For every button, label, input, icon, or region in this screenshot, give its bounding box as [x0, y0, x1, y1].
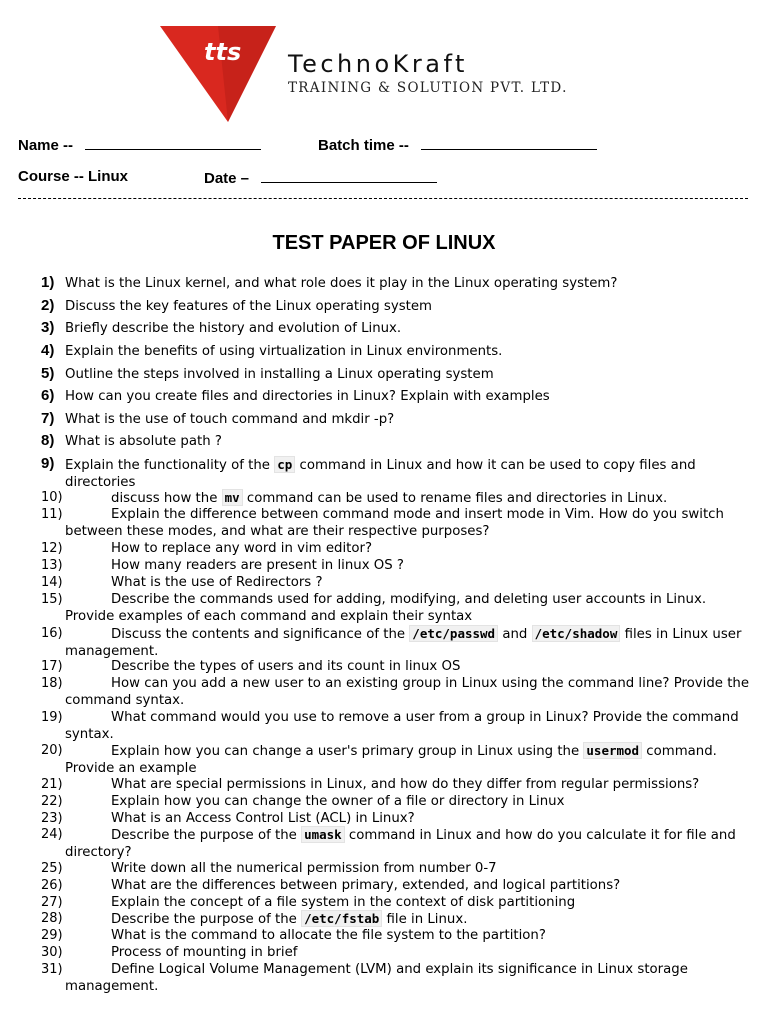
question-text: [65, 776, 755, 793]
question-number: 16): [41, 626, 63, 641]
command-code: /etc/passwd: [409, 625, 498, 642]
question-text-part: Explain the benefits of using virtualization in Linux environments.: [65, 344, 503, 359]
paper-title: TEST PAPER OF LINUX: [272, 232, 496, 254]
question-text-part: Describe the commands used for adding, modifying, and deleting user accounts in Linux. Provide examples of each command and explain their syntax: [65, 592, 707, 624]
question-number: 26): [41, 878, 63, 893]
name-field: [18, 135, 261, 154]
batch-time-blank-line: [421, 135, 597, 150]
question-number: 19): [41, 710, 63, 725]
question-text-part: Briefly describe the history and evolution of Linux.: [65, 321, 402, 336]
question-text-part: Discuss the key features of the Linux operating system: [65, 299, 432, 314]
question-text: [65, 894, 755, 911]
brand-tagline: TRAINING & SOLUTION PVT. LTD.: [288, 80, 568, 96]
question-text: [65, 366, 755, 383]
command-code: mv: [222, 489, 243, 506]
question-text-part: What is an Access Control List (ACL) in Linux?: [111, 811, 415, 826]
question-number: 13): [41, 558, 63, 573]
brand-name: TechnoKraft: [288, 50, 468, 78]
question-text: [65, 506, 755, 540]
question-text-part: Outline the steps involved in installing a Linux operating system: [65, 367, 494, 382]
command-code: /etc/shadow: [532, 625, 621, 642]
question-text-part: What is the command to allocate the file system to the partition?: [111, 928, 546, 943]
question-text-part: Explain the functionality of the: [65, 458, 275, 473]
question-text: [65, 557, 755, 574]
question-text-part: command in Linux and how it can be used to copy files and directories: [65, 458, 696, 490]
question-text-part: Write down all the numerical permission from number 0-7: [111, 861, 497, 876]
question-number: 17): [41, 659, 63, 674]
question-text-part: files in Linux user management.: [65, 627, 742, 659]
name-label: Name --: [18, 137, 74, 154]
question-text-part: What is the Linux kernel, and what role does it play in the Linux operating system?: [65, 276, 618, 291]
question-text: [65, 625, 755, 660]
question-number: 25): [41, 861, 63, 876]
question-text-part: discuss how the: [111, 491, 222, 506]
question-text: [65, 489, 755, 507]
question-text-part: Explain how you can change a user's primary group in Linux using the: [111, 744, 584, 759]
date-blank-line: [261, 168, 437, 183]
name-blank-line: [85, 135, 261, 150]
question-number: 6): [41, 387, 55, 404]
question-number: 30): [41, 945, 63, 960]
question-text: [65, 709, 755, 743]
question-text-part: Describe the purpose of the: [111, 828, 302, 843]
question-number: 3): [41, 319, 55, 336]
question-number: 23): [41, 811, 63, 826]
question-text: [65, 910, 755, 928]
question-text: [65, 658, 755, 675]
question-text: [65, 826, 755, 861]
question-text: [65, 320, 755, 337]
question-text-part: command in Linux and how do you calculate it for file and directory?: [65, 828, 736, 860]
question-number: 20): [41, 743, 63, 758]
command-code: cp: [274, 456, 295, 473]
question-number: 24): [41, 827, 63, 842]
question-number: 21): [41, 777, 63, 792]
question-number: 11): [41, 507, 63, 522]
question-text: [65, 877, 755, 894]
question-text: [65, 388, 755, 405]
question-text: [65, 675, 755, 709]
question-text-part: Describe the types of users and its count in linux OS: [111, 659, 461, 674]
course-label: Course -- Linux: [18, 168, 129, 185]
batch-time-field: [318, 135, 597, 154]
question-text-part: Describe the purpose of the: [111, 912, 302, 927]
question-text-part: What is absolute path ?: [65, 434, 222, 449]
question-number: 15): [41, 592, 63, 607]
question-text: [65, 343, 755, 360]
question-text-part: file in Linux.: [382, 912, 468, 927]
question-text: [65, 860, 755, 877]
question-text-part: command can be used to rename files and directories in Linux.: [242, 491, 668, 506]
question-text: [65, 591, 755, 625]
question-number: 28): [41, 911, 63, 926]
dashed-divider: [18, 198, 748, 199]
question-text-part: What are special permissions in Linux, and how do they differ from regular permissions?: [111, 777, 700, 792]
company-logo: [160, 22, 610, 127]
question-text: [65, 433, 755, 450]
question-text-part: How many readers are present in linux OS ?: [111, 558, 404, 573]
question-text: [65, 456, 755, 491]
question-number: 2): [41, 297, 55, 314]
command-code: usermod: [583, 742, 642, 759]
question-number: 12): [41, 541, 63, 556]
question-text-part: Explain the concept of a file system in the context of disk partitioning: [111, 895, 576, 910]
question-text: [65, 574, 755, 591]
question-text: [65, 275, 755, 292]
tts-triangle-logo-icon: [160, 22, 300, 127]
question-text: [65, 540, 755, 557]
question-text-part: and: [498, 627, 532, 642]
question-text-part: What is the use of touch command and mkdir -p?: [65, 412, 395, 427]
question-text-part: Process of mounting in brief: [111, 945, 298, 960]
question-text-part: Discuss the contents and significance of the: [111, 627, 410, 642]
question-number: 5): [41, 365, 55, 382]
question-text-part: Define Logical Volume Management (LVM) and explain its significance in Linux storage management.: [65, 962, 688, 994]
question-text: [65, 810, 755, 827]
command-code: /etc/fstab: [301, 910, 382, 927]
question-text: [65, 944, 755, 961]
question-text-part: command. Provide an example: [65, 744, 717, 776]
question-text-part: What are the differences between primary, extended, and logical partitions?: [111, 878, 621, 893]
date-field: [204, 168, 437, 187]
question-number: 4): [41, 342, 55, 359]
question-text-part: Explain how you can change the owner of a file or directory in Linux: [111, 794, 565, 809]
question-text: [65, 411, 755, 428]
question-text: [65, 793, 755, 810]
question-number: 9): [41, 455, 55, 472]
question-number: 7): [41, 410, 55, 427]
question-text-part: How can you add a new user to an existing group in Linux using the command line? Provide the command syntax.: [65, 676, 750, 708]
question-text-part: How can you create files and directories in Linux? Explain with examples: [65, 389, 550, 404]
question-number: 1): [41, 274, 55, 291]
question-text: [65, 927, 755, 944]
question-number: 29): [41, 928, 63, 943]
question-text-part: What command would you use to remove a user from a group in Linux? Provide the command syntax.: [65, 710, 739, 742]
question-text-part: Explain the difference between command mode and insert mode in Vim. How do you switch between these modes, and what are their respective purposes?: [65, 507, 724, 539]
question-number: 10): [41, 490, 63, 505]
question-number: 18): [41, 676, 63, 691]
question-number: 22): [41, 794, 63, 809]
question-number: 27): [41, 895, 63, 910]
command-code: umask: [301, 826, 345, 843]
question-number: 8): [41, 432, 55, 449]
batch-time-label: Batch time --: [318, 137, 409, 154]
question-text-part: What is the use of Redirectors ?: [111, 575, 323, 590]
question-number: 31): [41, 962, 63, 977]
date-label: Date –: [204, 170, 250, 187]
question-text: [65, 298, 755, 315]
course-field: [18, 168, 128, 185]
question-number: 14): [41, 575, 63, 590]
question-text-part: How to replace any word in vim editor?: [111, 541, 373, 556]
question-text: [65, 961, 755, 995]
logo-mark: tts: [204, 38, 242, 66]
question-text: [65, 742, 755, 777]
